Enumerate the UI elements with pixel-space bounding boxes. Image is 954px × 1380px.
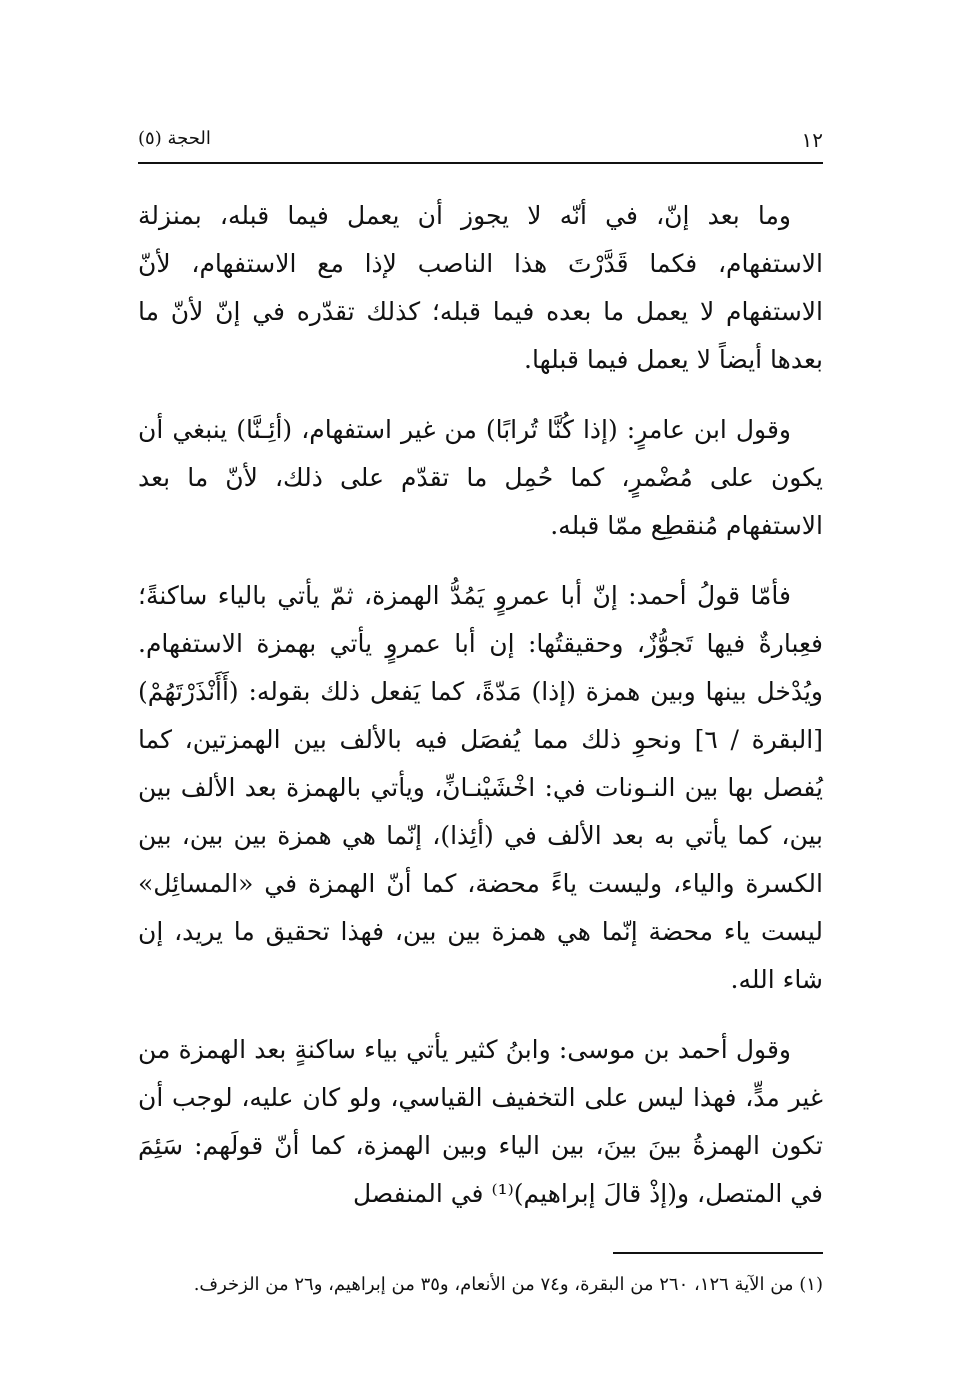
footnote: (١) من الآية ١٢٦، ٢٦٠ من البقرة، و٧٤ من الأنعام، و٣٥ من إبراهيم، و٢٦ من الزخرف. xyxy=(193,1274,823,1295)
book-page xyxy=(138,120,823,1302)
header-rule xyxy=(138,162,823,164)
body-text xyxy=(138,192,823,1218)
paragraph-4: وقول أحمد بن موسى: وابنُ كثير يأتي بياء ساكنةٍ بعد الهمزة من غير مدٍّ، فهذا ليس على التخفيف القياسي، ولو كان عليه، لوجب أن تكون الهمزةُ بينَ بينَ، بين الياء وبين الهمزة، كما أنّ قولَهم: سَئِمَ في المتصل، و(إذْ قالَ إبراهيم)⁽¹⁾ في المنفصل xyxy=(138,1035,823,1208)
footnote-rule xyxy=(613,1252,823,1254)
paragraph-3: فأمّا قولُ أحمد: إنّ أبا عمروٍ يَمُدُّ الهمزة، ثمّ يأتي بالياء ساكنةً؛ فعِبارةٌ فيها تَجوُّزٌ، وحقيقتُها: إن أبا عمروٍ يأتي بهمزة الاستفهام. ويُدْخل بينها وبين همزة (إذا) مَدّةً، كما يَفعل ذلك بقوله: (أَأَنْذَرْتَهُمْ) [البقرة / ٦] ونحوِ ذلك مما يُفصَل فيه بالألف بين الهمزتين، كما يُفصل بها بين النـونات في: اخْشَيْنـانِّ، ويأتي بالهمزة بعد الألف بين بين، كما يأتي به بعد الألف في (أئِذا)، إنّما هي همزة بين بين، بين الكسرة والياء، وليست ياءً محضة، كما أنّ الهمزة في «المسائِل» ليست ياء محضة إنّما هي همزة بين بين، فهذا تحقيق ما يريد، إن شاء الله. xyxy=(138,581,823,994)
paragraph-1: وما بعد إنّ، في أنّه لا يجوز أن يعمل فيما قبله، بمنزلة الاستفهام، فكما قَدَّرْتَ هذا الناصب لإذا مع الاستفهام، لأنّ الاستفهام لا يعمل ما بعده فيما قبله؛ كذلك تقدّره في إنّ لأنّ ما بعدها أيضاً لا يعمل فيما قبلها. xyxy=(138,201,823,374)
page-number: ١٢ xyxy=(801,128,823,152)
paragraph-2: وقول ابن عامرٍ: (إذا كُنَّا تُرابًا) من غير استفهام، (أئِـنَّا) ينبغي أن يكون على مُضْمرٍ، كما حُمِل ما تقدّم على ذلك، لأنّ ما بعد الاستفهام مُنقطِع ممّا قبله. xyxy=(138,415,823,540)
book-title: الحجة (٥) xyxy=(138,128,211,149)
running-head xyxy=(138,120,823,164)
